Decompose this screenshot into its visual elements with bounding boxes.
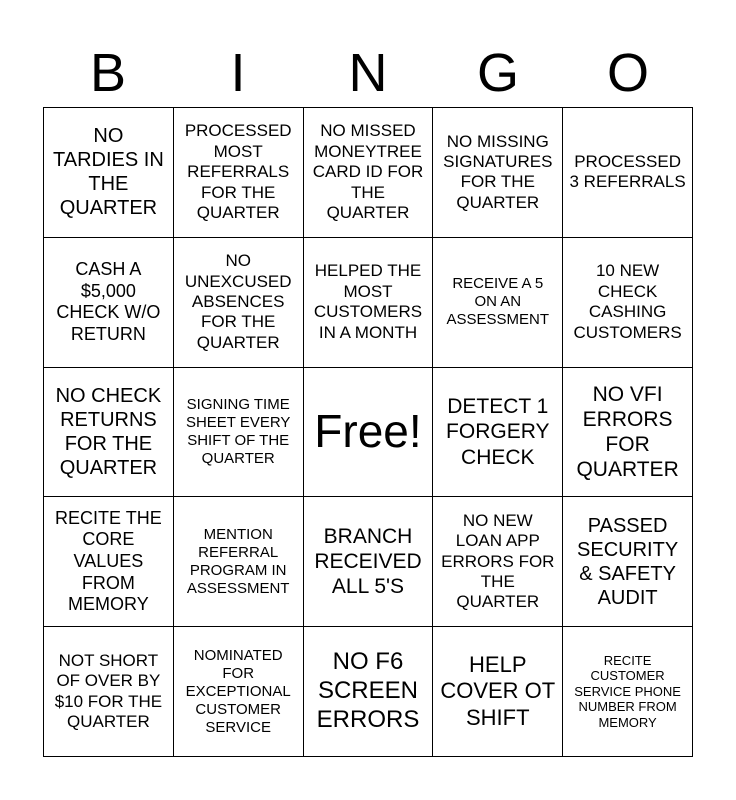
cell-text: RECEIVE A 5 ON AN ASSESSMENT (446, 275, 550, 329)
cell-text: 10 NEW CHECK CASHING CUSTOMERS (573, 261, 682, 342)
bingo-cell[interactable] (433, 497, 563, 627)
header-letter-b: B (89, 43, 127, 103)
cell-text: MENTION REFERRAL PROGRAM IN ASSESSMENT (186, 525, 290, 597)
bingo-cell[interactable] (563, 497, 693, 627)
cell-text: RECITE THE CORE VALUES FROM MEMORY (55, 507, 162, 615)
bingo-cell[interactable] (563, 627, 693, 757)
bingo-cell[interactable] (44, 368, 174, 498)
cell-text: HELPED THE MOST CUSTOMERS IN A MONTH (313, 261, 423, 342)
cell-text: NOT SHORT OF OVER BY $10 FOR THE QUARTER (54, 650, 163, 731)
bingo-cell[interactable] (44, 238, 174, 368)
bingo-cell[interactable] (174, 368, 304, 498)
cell-text: NO NEW LOAN APP ERRORS FOR THE QUARTER (441, 510, 555, 612)
cell-text: RECITE CUSTOMER SERVICE PHONE NUMBER FROM MEMORY (574, 652, 681, 730)
bingo-cell[interactable] (433, 368, 563, 498)
bingo-cell[interactable] (304, 497, 434, 627)
bingo-cell[interactable] (563, 238, 693, 368)
bingo-cell[interactable] (174, 497, 304, 627)
cell-text: NO TARDIES IN THE QUARTER (53, 125, 164, 220)
cell-text: NO CHECK RETURNS FOR THE QUARTER (55, 384, 162, 479)
bingo-cell[interactable] (44, 497, 174, 627)
cell-text: DETECT 1 FORGERY CHECK (446, 395, 550, 469)
bingo-cell[interactable] (433, 108, 563, 238)
free-space[interactable] (304, 368, 434, 498)
cell-text: PROCESSED MOST REFERRALS FOR THE QUARTER (184, 121, 292, 222)
bingo-cell[interactable] (174, 238, 304, 368)
bingo-cell[interactable] (174, 108, 304, 238)
cell-text: NO UNEXCUSED ABSENCES FOR THE QUARTER (184, 251, 292, 352)
cell-text: SIGNING TIME SHEET EVERY SHIFT OF THE QUARTER (185, 395, 291, 467)
bingo-cell[interactable] (304, 108, 434, 238)
cell-text: PROCESSED 3 REFERRALS (569, 152, 686, 192)
cell-text: NOMINATED FOR EXCEPTIONAL CUSTOMER SERVICE (185, 646, 291, 736)
cell-text: HELP COVER OT SHIFT (440, 652, 556, 730)
cell-text: NO F6 SCREEN ERRORS (316, 648, 420, 733)
bingo-cell[interactable] (304, 627, 434, 757)
cell-text: PASSED SECURITY & SAFETY AUDIT (577, 514, 679, 609)
bingo-cell[interactable] (44, 627, 174, 757)
bingo-cell[interactable] (174, 627, 304, 757)
bingo-cell[interactable] (563, 108, 693, 238)
bingo-header (43, 40, 693, 106)
bingo-cell[interactable] (44, 108, 174, 238)
cell-text: NO VFI ERRORS FOR QUARTER (576, 382, 679, 482)
cell-text: CASH A $5,000 CHECK W/O RETURN (56, 259, 161, 344)
header-letter-n: N (348, 43, 388, 103)
bingo-cell[interactable] (433, 627, 563, 757)
bingo-cell[interactable] (563, 368, 693, 498)
free-space-text: Free! (314, 405, 422, 458)
header-letter-o: O (606, 43, 649, 103)
cell-text: NO MISSING SIGNATURES FOR THE QUARTER (443, 131, 553, 212)
bingo-cell[interactable] (433, 238, 563, 368)
cell-text: BRANCH RECEIVED ALL 5'S (314, 525, 422, 599)
bingo-cell[interactable] (304, 238, 434, 368)
header-letter-g: G (476, 43, 519, 103)
bingo-card-grid (43, 107, 693, 757)
cell-text: NO MISSED MONEYTREE CARD ID FOR THE QUARTER (312, 121, 424, 222)
header-letter-i: I (230, 43, 246, 103)
